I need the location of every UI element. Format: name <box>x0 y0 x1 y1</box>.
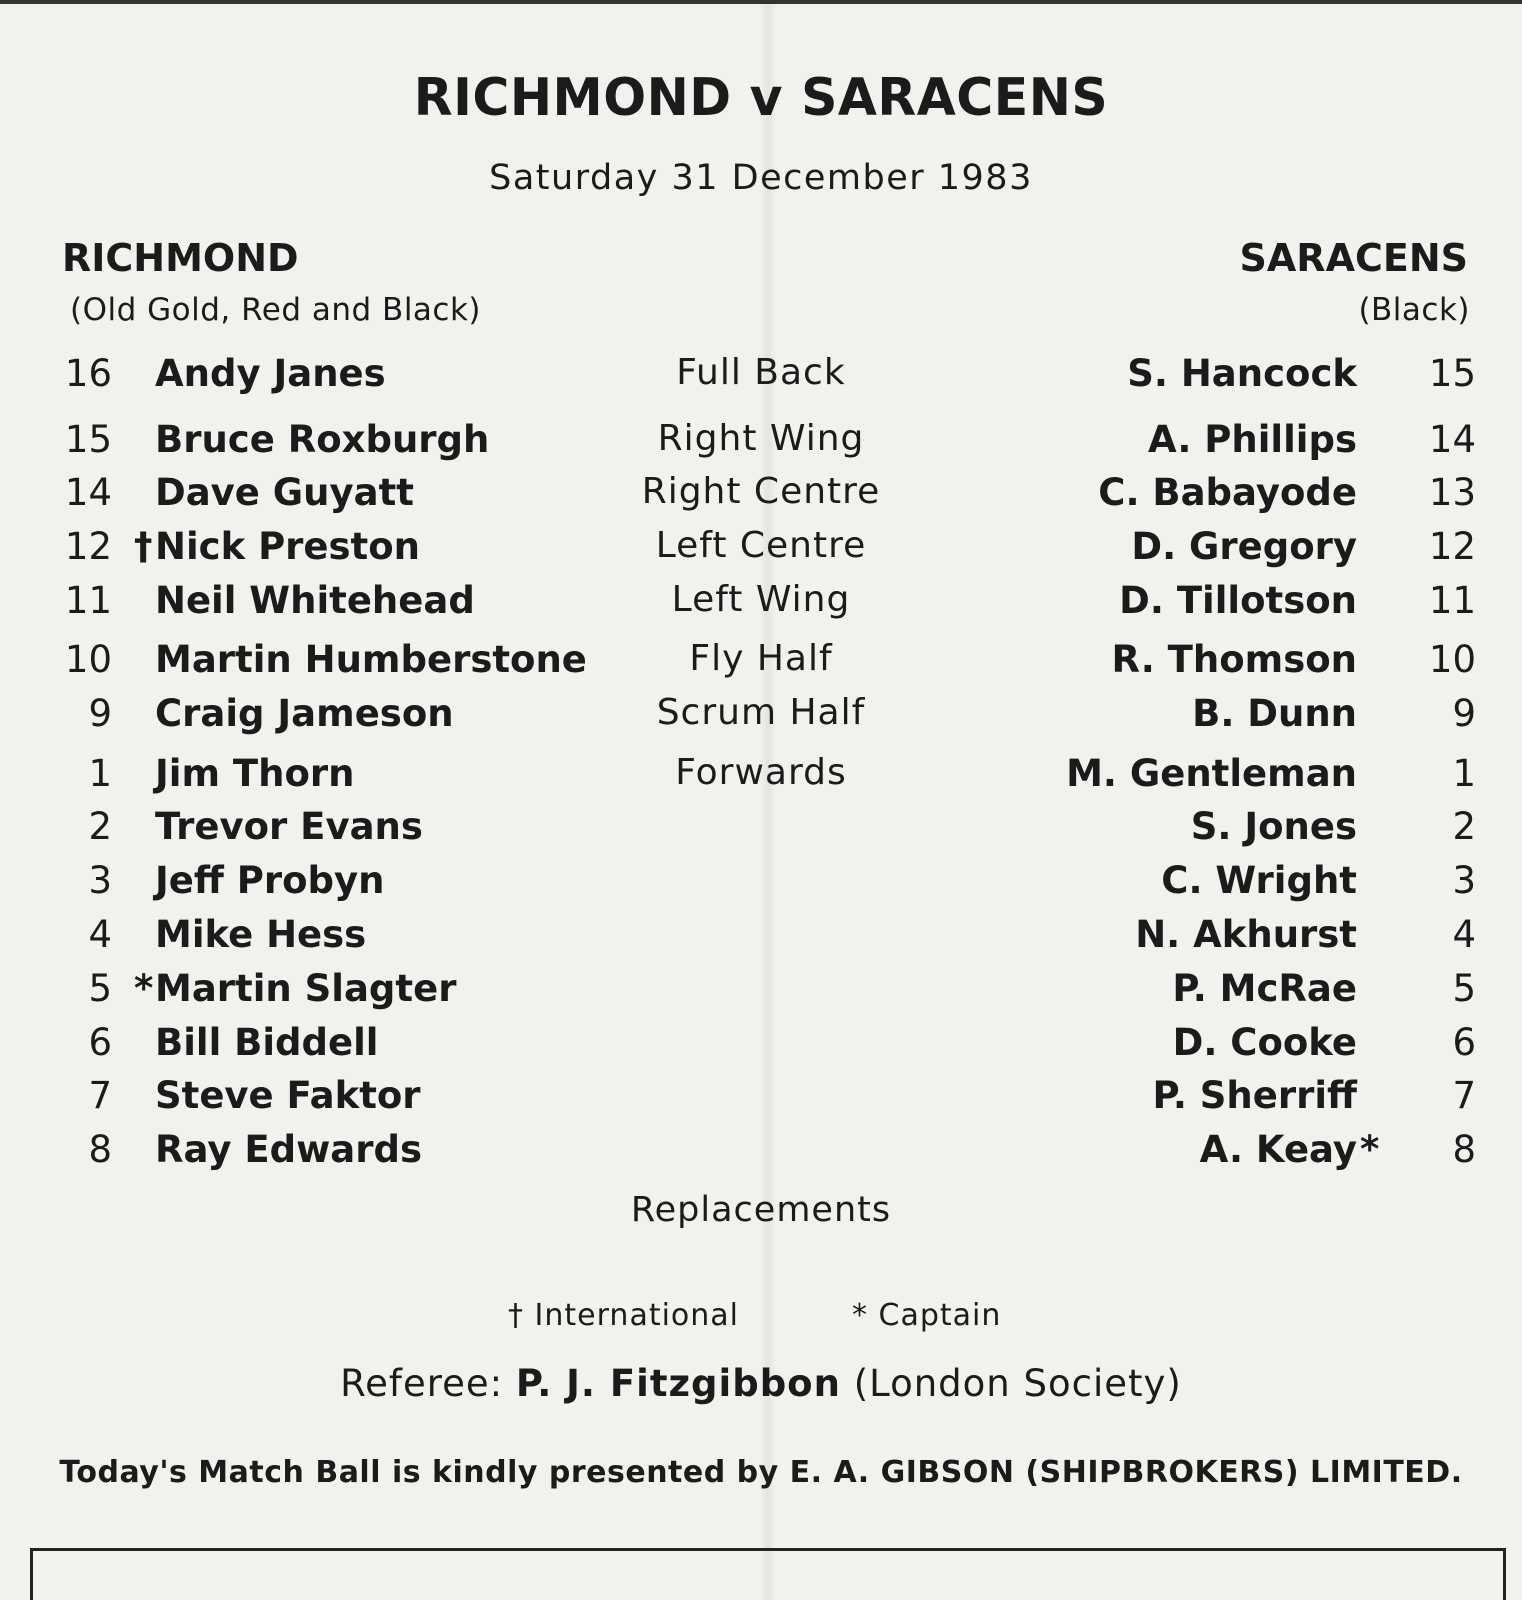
away-player: C. Wright <box>1161 859 1357 902</box>
away-number: 9 <box>1452 692 1476 735</box>
home-number: 12 <box>64 525 112 568</box>
home-team-name: RICHMOND <box>62 236 299 280</box>
home-number: 11 <box>64 579 112 622</box>
away-number: 10 <box>1428 638 1476 681</box>
home-number: 3 <box>88 859 112 902</box>
home-player: Martin Humberstone <box>155 638 587 681</box>
home-player: Neil Whitehead <box>155 579 475 622</box>
away-team-colours: (Black) <box>1358 292 1470 328</box>
home-player: Mike Hess <box>155 913 367 956</box>
away-player: R. Thomson <box>1111 638 1357 681</box>
away-player: D. Tillotson <box>1119 579 1357 622</box>
referee-line <box>0 1362 1522 1405</box>
lineup-row <box>0 805 1522 855</box>
sponsor-notice: Today's Match Ball is kindly presented by E. A. GIBSON (SHIPBROKERS) LIMITED. <box>59 1455 1463 1490</box>
home-number: 8 <box>88 1128 112 1171</box>
home-number: 4 <box>88 913 112 956</box>
home-number: 6 <box>88 1021 112 1064</box>
match-date: Saturday 31 December 1983 <box>489 158 1033 198</box>
away-number: 11 <box>1428 579 1476 622</box>
position-label: Right Wing <box>657 418 865 459</box>
away-number: 14 <box>1428 418 1476 461</box>
away-player: M. Gentleman <box>1066 752 1357 795</box>
home-number: 10 <box>64 638 112 681</box>
top-edge-line <box>0 0 1522 4</box>
home-player: Jim Thorn <box>155 752 355 795</box>
away-number: 13 <box>1428 471 1476 514</box>
home-number: 14 <box>64 471 112 514</box>
match-title: RICHMOND v SARACENS <box>413 68 1109 128</box>
referee-name: P. J. Fitzgibbon <box>515 1362 841 1405</box>
legend-captain: * Captain <box>852 1298 1002 1333</box>
home-number: 7 <box>88 1074 112 1117</box>
referee-label: Referee: <box>340 1362 516 1405</box>
away-number: 8 <box>1452 1128 1476 1171</box>
home-player: Jeff Probyn <box>155 859 385 902</box>
home-player: Ray Edwards <box>155 1128 422 1171</box>
away-number: 3 <box>1452 859 1476 902</box>
replacements-heading: Replacements <box>630 1190 892 1230</box>
away-player: B. Dunn <box>1192 692 1357 735</box>
away-player: A. Phillips <box>1148 418 1357 461</box>
away-number: 6 <box>1452 1021 1476 1064</box>
home-number: 5 <box>88 967 112 1010</box>
lineup-row <box>0 1074 1522 1124</box>
lineup-row <box>0 1128 1522 1178</box>
advert-box-border <box>30 1548 1506 1600</box>
home-player: Andy Janes <box>155 352 386 395</box>
lineup-row <box>0 352 1522 402</box>
away-player: P. Sherriff <box>1152 1074 1357 1117</box>
home-number: 15 <box>64 418 112 461</box>
away-player: C. Babayode <box>1098 471 1357 514</box>
home-player: Martin Slagter <box>155 967 457 1010</box>
away-player: D. Gregory <box>1131 525 1357 568</box>
position-label: Fly Half <box>689 638 833 679</box>
lineup-row <box>0 752 1522 802</box>
position-label: Scrum Half <box>656 692 866 733</box>
lineup-row <box>0 471 1522 521</box>
home-player: Dave Guyatt <box>155 471 414 514</box>
home-mark: * <box>134 967 154 1010</box>
lineup-row <box>0 913 1522 963</box>
away-mark: * <box>1360 1128 1380 1171</box>
home-mark: † <box>134 525 153 568</box>
away-number: 2 <box>1452 805 1476 848</box>
position-label: Left Wing <box>671 579 851 620</box>
away-number: 5 <box>1452 967 1476 1010</box>
home-player: Craig Jameson <box>155 692 454 735</box>
away-number: 4 <box>1452 913 1476 956</box>
away-number: 7 <box>1452 1074 1476 1117</box>
away-player: N. Akhurst <box>1135 913 1357 956</box>
home-number: 2 <box>88 805 112 848</box>
home-player: Nick Preston <box>155 525 420 568</box>
home-player: Trevor Evans <box>155 805 423 848</box>
away-player: D. Cooke <box>1172 1021 1357 1064</box>
home-player: Bill Biddell <box>155 1021 379 1064</box>
lineup-row <box>0 579 1522 629</box>
home-player: Bruce Roxburgh <box>155 418 490 461</box>
away-number: 12 <box>1428 525 1476 568</box>
lineup-row <box>0 418 1522 468</box>
away-number: 1 <box>1452 752 1476 795</box>
home-player: Steve Faktor <box>155 1074 421 1117</box>
lineup-row <box>0 967 1522 1017</box>
position-label: Forwards <box>675 752 847 793</box>
away-player: P. McRae <box>1172 967 1357 1010</box>
position-label: Full Back <box>676 352 846 393</box>
away-number: 15 <box>1428 352 1476 395</box>
away-player: A. Keay <box>1199 1128 1357 1171</box>
home-number: 16 <box>64 352 112 395</box>
position-label: Right Centre <box>641 471 881 512</box>
home-number: 9 <box>88 692 112 735</box>
away-team-name: SARACENS <box>1239 236 1468 280</box>
lineup-row <box>0 692 1522 742</box>
away-player: S. Hancock <box>1127 352 1357 395</box>
home-number: 1 <box>88 752 112 795</box>
position-label: Left Centre <box>655 525 867 566</box>
referee-society: (London Society) <box>840 1362 1182 1405</box>
lineup-row <box>0 1021 1522 1071</box>
lineup-row <box>0 525 1522 575</box>
lineup-row <box>0 859 1522 909</box>
legend-international: † International <box>508 1298 740 1333</box>
home-team-colours: (Old Gold, Red and Black) <box>70 292 482 328</box>
away-player: S. Jones <box>1190 805 1357 848</box>
lineup-row <box>0 638 1522 688</box>
